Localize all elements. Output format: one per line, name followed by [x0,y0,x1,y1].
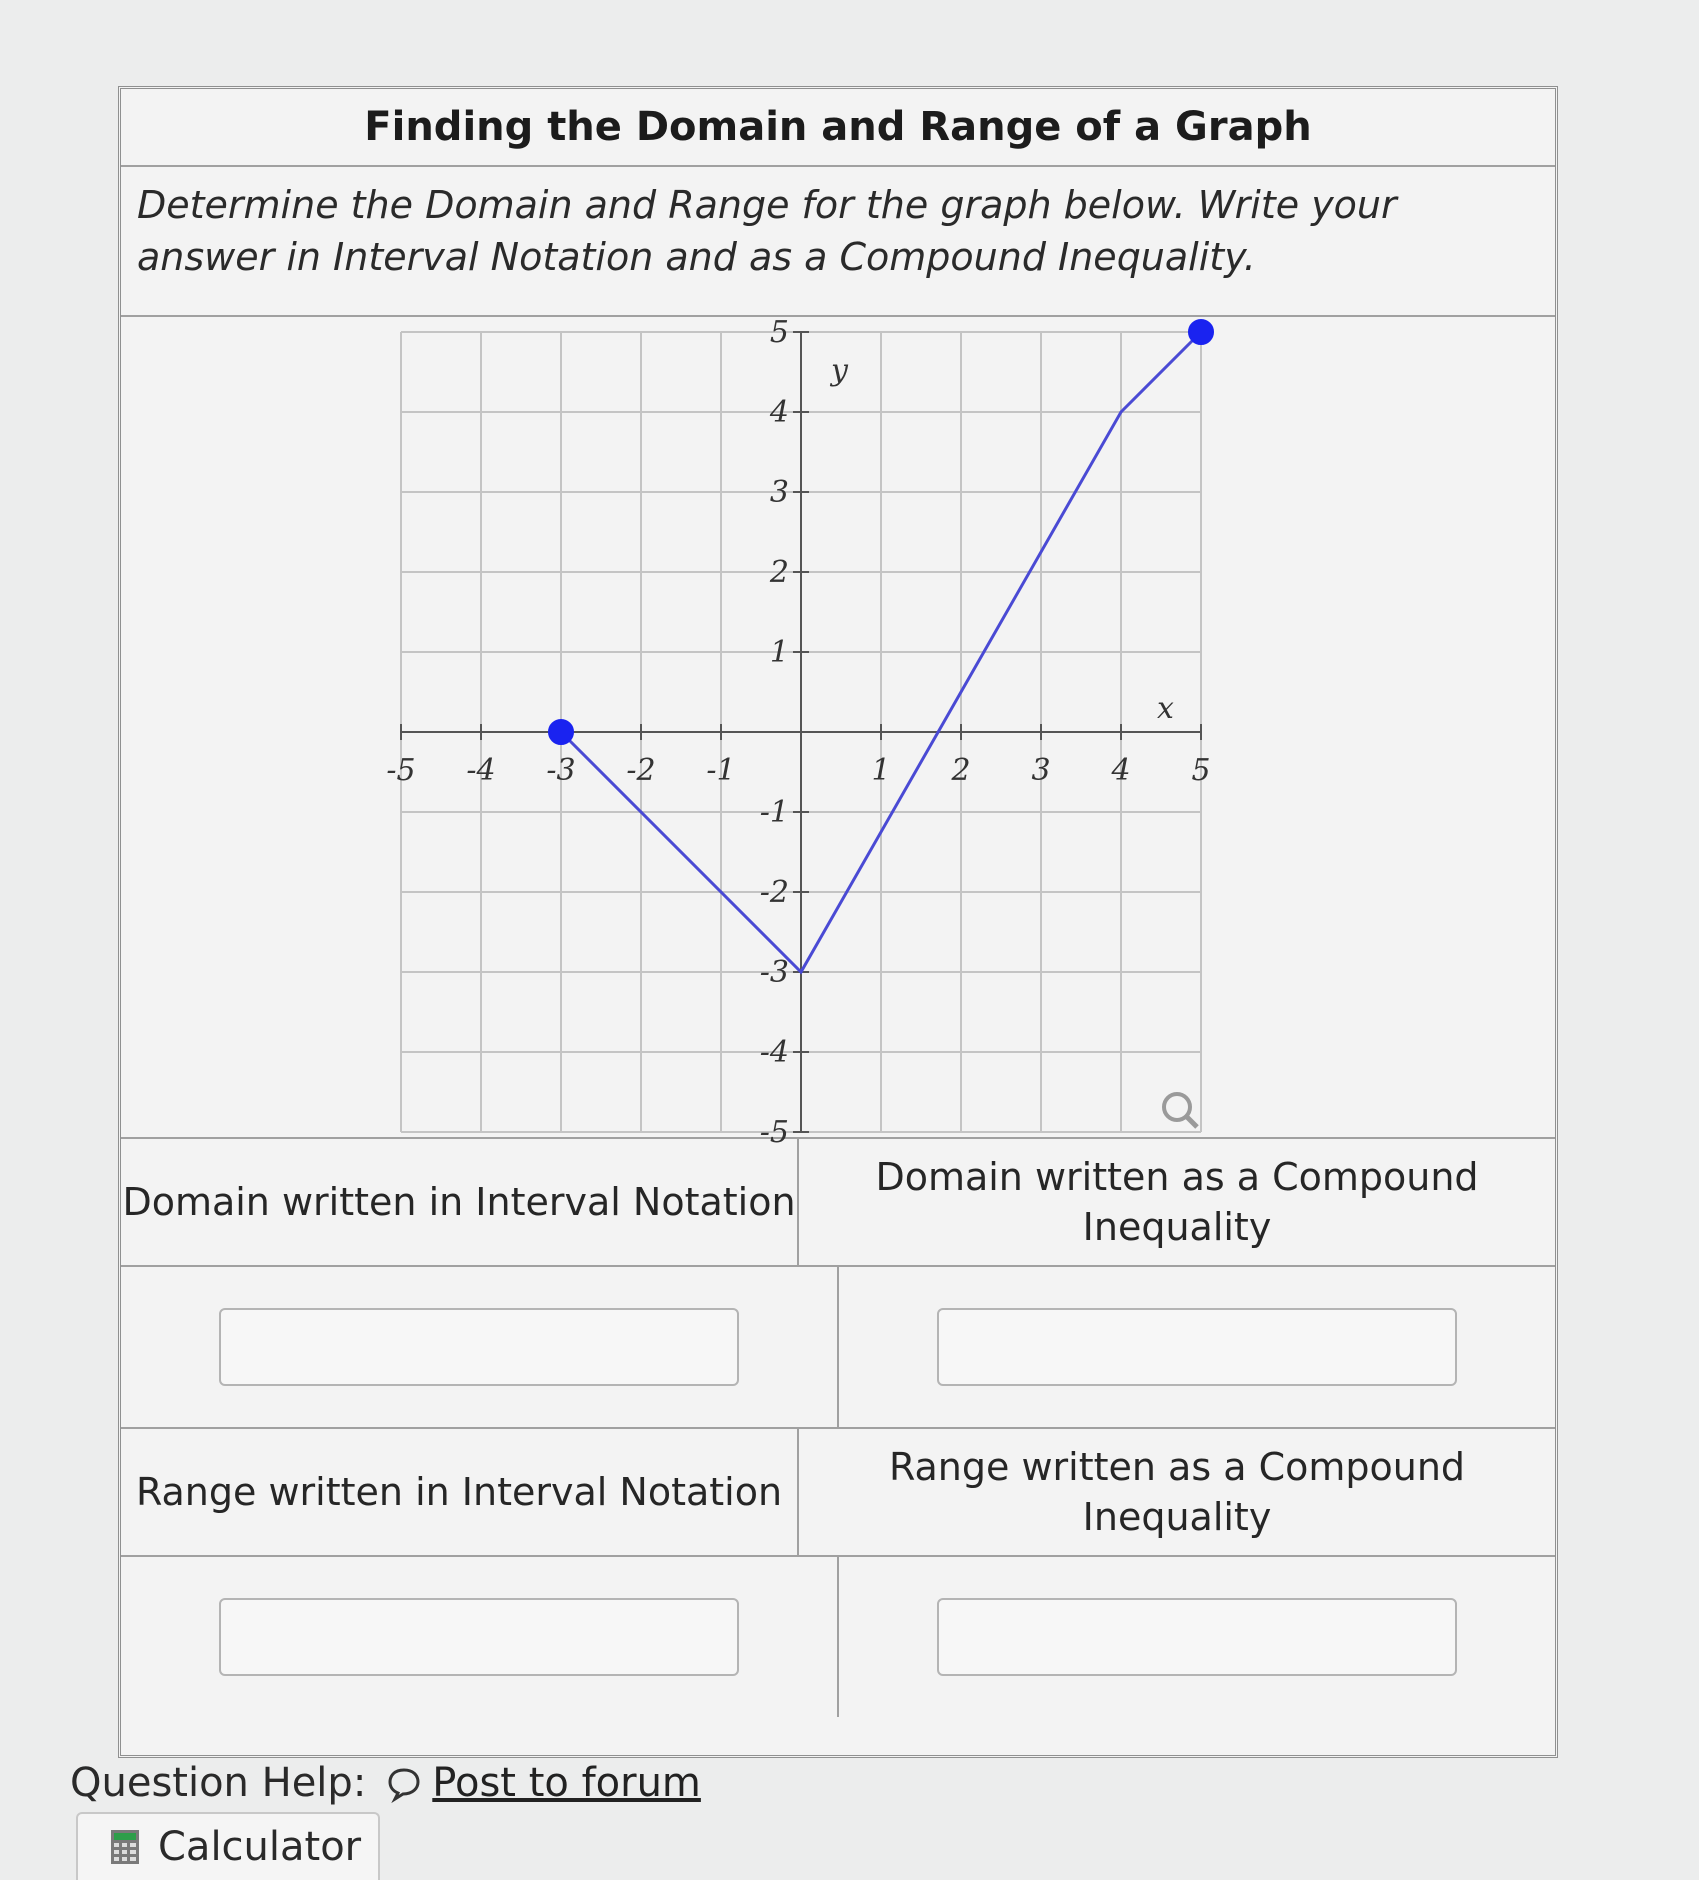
y-tick-label: 5 [769,315,789,350]
y-tick-label: 2 [769,555,789,590]
range-compound-label: Range written as a Compound Inequality [888,1445,1466,1539]
y-tick-label: -4 [759,1035,789,1070]
x-tick-label: 5 [1191,753,1211,788]
question-instructions: Determine the Domain and Range for the graph below. Write your answer in Interval Notation and as a Compound Inequality. [121,167,1555,317]
y-tick-label: -3 [759,955,789,990]
calculator-label: Calculator [158,1824,362,1870]
range-labels-row [121,1429,1555,1557]
y-tick-label: -5 [759,1115,789,1150]
range-interval-cell [121,1557,839,1717]
domain-compound-label: Domain written as a Compound Inequality [875,1155,1479,1249]
domain-compound-input[interactable] [937,1308,1457,1386]
endpoint-dot [1189,320,1213,344]
question-help [70,1760,701,1806]
y-tick-label: 1 [769,635,789,670]
graph-cell [121,315,1555,1150]
y-axis-label: y [831,353,848,388]
range-interval-label: Range written in Interval Notation [121,1429,799,1555]
endpoint-dot [549,720,573,744]
x-tick-label: -3 [546,753,576,788]
graph [386,315,1281,1150]
range-interval-input[interactable] [219,1598,739,1676]
x-tick-label: -2 [626,753,656,788]
speech-bubble-icon [386,1765,422,1801]
calculator-icon [110,1829,140,1865]
domain-interval-label: Domain written in Interval Notation [121,1139,799,1265]
y-tick-label: 4 [769,395,789,430]
domain-labels-row [121,1139,1555,1267]
domain-interval-input[interactable] [219,1308,739,1386]
x-tick-label: -1 [706,753,736,788]
calculator-button[interactable] [76,1812,380,1880]
y-tick-label: 3 [769,475,789,510]
x-tick-label: 2 [951,753,971,788]
x-axis-label: x [1157,691,1174,726]
post-to-forum-link[interactable] [386,1760,701,1806]
range-compound-cell [839,1557,1555,1717]
question-help-label: Question Help: [70,1760,367,1806]
domain-interval-cell [121,1267,839,1427]
x-tick-label: -5 [386,753,416,788]
zoom-icon[interactable] [1164,1094,1197,1127]
y-tick-label: -2 [759,875,789,910]
x-tick-label: 3 [1031,753,1051,788]
domain-inputs-row [121,1267,1555,1429]
y-tick-label: -1 [759,795,789,830]
range-compound-input[interactable] [937,1598,1457,1676]
x-tick-label: -4 [466,753,496,788]
post-to-forum-label: Post to forum [432,1760,701,1806]
range-inputs-row [121,1557,1555,1717]
axes [401,332,1201,1132]
question-card [118,86,1558,1758]
x-tick-label: 1 [871,753,891,788]
question-title: Finding the Domain and Range of a Graph [121,89,1555,167]
domain-compound-cell [839,1267,1555,1427]
x-tick-label: 4 [1111,753,1131,788]
